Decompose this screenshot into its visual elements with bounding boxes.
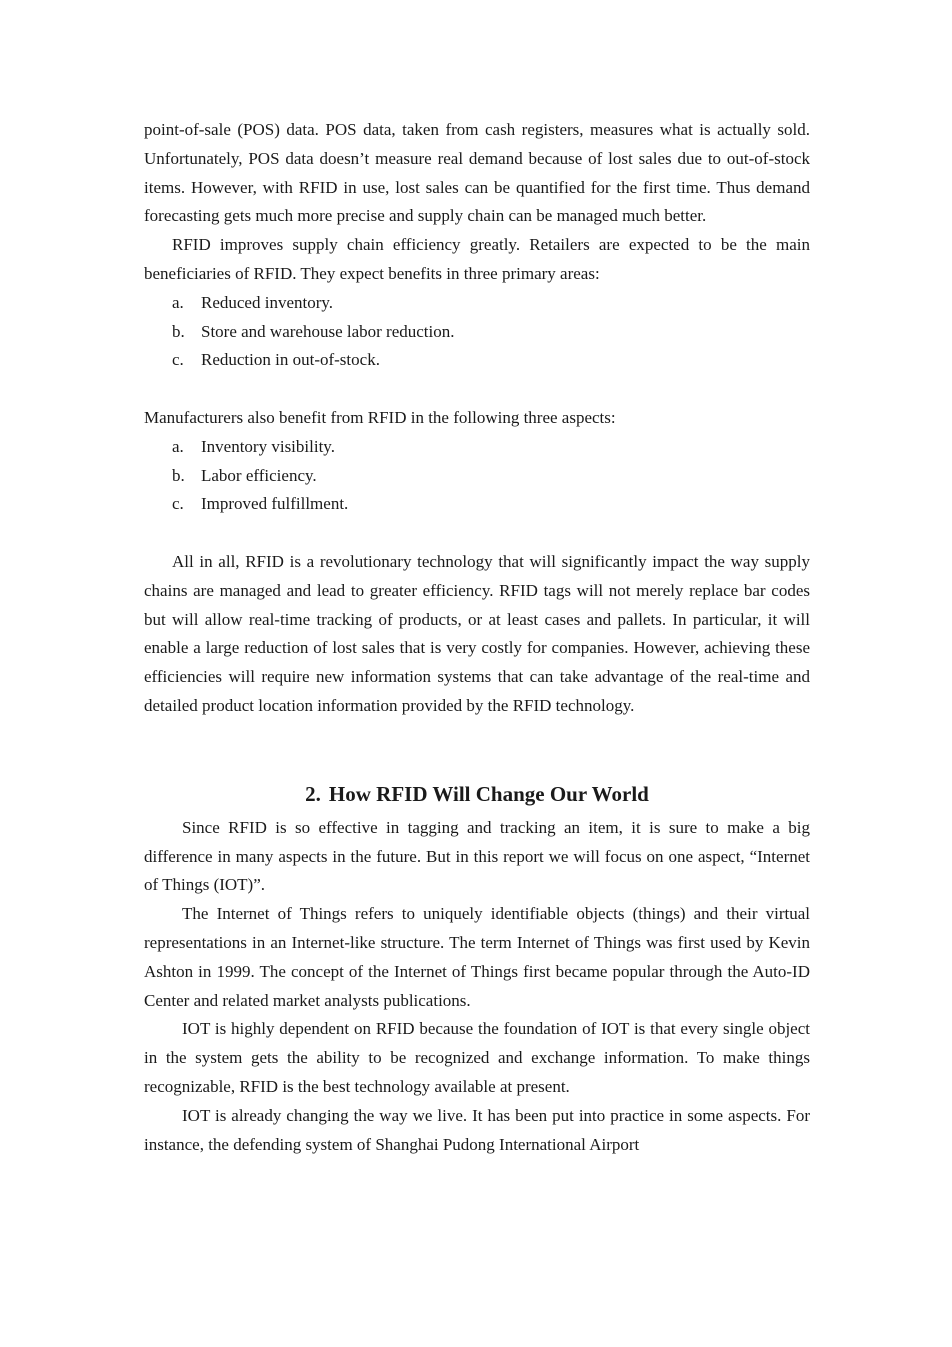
paragraph-all-in-all: All in all, RFID is a revolutionary technology that will significantly impact the way supply chains are managed and lead to greater efficiency. RFID tags will not merely replace bar codes but will allow real-time tracking of products, or at least cases and pallets. In particular, it will enable a large reduction of lost sales that is very costly for companies. However, achieving these efficiencies will require new information systems that can take advantage of the real-time and detailed product location information provided by the RFID technology. — [144, 551, 810, 715]
list-item — [172, 433, 810, 462]
list-marker: c. — [172, 494, 184, 514]
paragraph-since-rfid: Since RFID is so effective in tagging and tracking an item, it is sure to make a big difference in many aspects in the future. But in this report we will focus on one aspect, “Internet of Things (IOT)”. — [144, 817, 810, 895]
list-item-text: Reduced inventory. — [201, 292, 334, 312]
paragraph-iot-changing: IOT is already changing the way we live. It has been put into practice in some aspects. For instance, the defending system of Shanghai Pudong International Airport — [144, 1105, 810, 1154]
list-item — [172, 289, 810, 318]
list-marker: b. — [172, 465, 185, 485]
retailer-benefits-list — [144, 289, 810, 375]
manufacturer-benefits-list — [144, 433, 810, 519]
list-item — [172, 346, 810, 375]
document-page — [144, 116, 810, 1159]
list-marker: a. — [172, 292, 184, 312]
spacer — [144, 375, 810, 404]
list-marker: c. — [172, 350, 184, 370]
spacer — [144, 721, 810, 778]
list-item — [172, 318, 810, 347]
paragraph-manufacturers: Manufacturers also benefit from RFID in the following three aspects: — [144, 407, 616, 427]
list-item-text: Labor efficiency. — [201, 465, 317, 485]
list-item-text: Reduction in out-of-stock. — [201, 350, 380, 370]
section-heading — [144, 778, 810, 814]
list-marker: a. — [172, 436, 184, 456]
paragraph-pos-data: point-of-sale (POS) data. POS data, taken from cash registers, measures what is actually sold. Unfortunately, POS data doesn’t measure real demand because of lost sales due to out-of-stock items. However, with RFID in use, lost sales can be quantified for the first time. Thus demand forecasting gets much more precise and supply chain can be managed much better. — [144, 120, 810, 226]
section-title: How RFID Will Change Our World — [328, 781, 649, 806]
section-number: 2. — [305, 781, 321, 806]
list-marker: b. — [172, 321, 185, 341]
list-item — [172, 462, 810, 491]
paragraph-iot-definition: The Internet of Things refers to uniquely identifiable objects (things) and their virtual representations in an Internet-like structure. The term Internet of Things was first used by Kevin Ashton in 1999. The concept of the Internet of Things first became popular through the Auto-ID Center and related market analysts publications. — [144, 904, 810, 1010]
paragraph-iot-dependence: IOT is highly dependent on RFID because the foundation of IOT is that every single object in the system gets the ability to be recognized and exchange information. To make things recognizable, RFID is the best technology available at present. — [144, 1019, 810, 1096]
paragraph-retailers: RFID improves supply chain efficiency greatly. Retailers are expected to be the main beneficiaries of RFID. They expect benefits in three primary areas: — [144, 235, 810, 283]
spacer — [144, 519, 810, 548]
list-item-text: Improved fulfillment. — [201, 494, 349, 514]
list-item — [172, 490, 810, 519]
list-item-text: Inventory visibility. — [201, 436, 335, 456]
list-item-text: Store and warehouse labor reduction. — [201, 321, 455, 341]
